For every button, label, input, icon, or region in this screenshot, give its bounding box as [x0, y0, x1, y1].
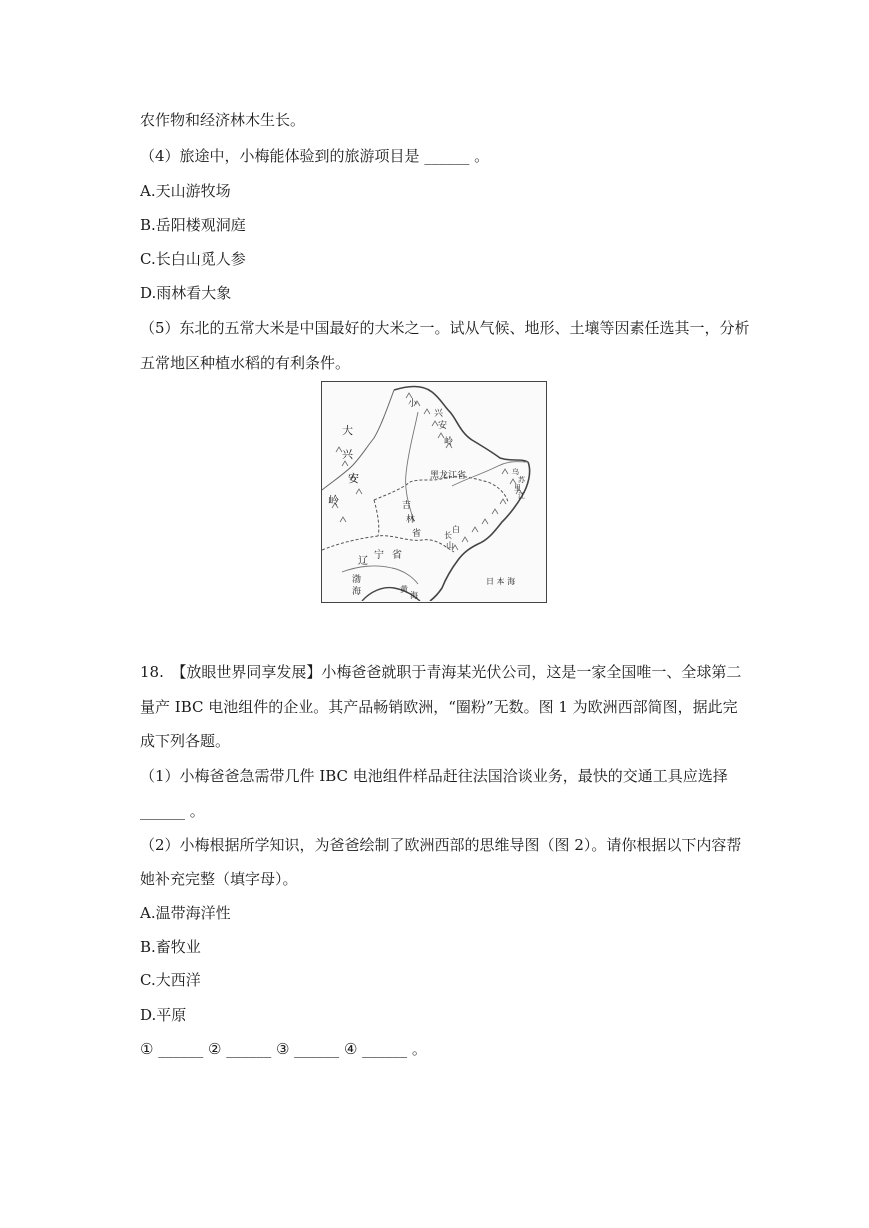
svg-text:白: 白 — [452, 525, 460, 534]
svg-text:省: 省 — [392, 550, 402, 561]
text-line: 农作物和经济林木生长。 — [140, 111, 306, 129]
map-label-daxinganling: 大 — [342, 424, 353, 437]
svg-text:兴: 兴 — [434, 409, 444, 419]
answer-blanks: ① ______ ② ______ ③ ______ ④ ______ 。 — [140, 1040, 427, 1058]
option-d: D.雨林看大象 — [140, 284, 232, 302]
svg-text:里: 里 — [514, 484, 521, 492]
svg-text:苏: 苏 — [518, 476, 525, 484]
map-label-bohai: 渤 — [352, 575, 362, 585]
svg-text:海: 海 — [352, 587, 362, 597]
question-18-2-line2: 她补充完整（填字母）。 — [140, 870, 298, 888]
question-18-1-line2: ______ 。 — [140, 802, 205, 820]
map-label-huanghai: 黄 — [400, 585, 408, 594]
option-b: B.岳阳楼观洞庭 — [140, 216, 246, 234]
map-label-jilin: 吉 — [402, 501, 412, 511]
map-label-xiaoxinganling: 小 — [408, 399, 418, 409]
question-5-line1: （5）东北的五常大米是中国最好的大米之一。试从气候、地形、土壤等因素任选其一，分析 — [140, 319, 750, 337]
question-18-1-line1: （1）小梅爸爸急需带几件 IBC 电池组件样品赶往法国洽谈业务，最快的交通工具应选择 — [140, 767, 728, 785]
option-c: C.大西洋 — [140, 971, 201, 989]
svg-text:宁: 宁 — [374, 550, 384, 561]
question-18-line2: 量产 IBC 电池组件的企业。其产品畅销欧洲，“圈粉”无数。图 1 为欧洲西部简图，据此完 — [140, 698, 738, 716]
question-5-line2: 五常地区种植水稻的有利条件。 — [140, 354, 351, 372]
option-c: C.长白山觅人参 — [140, 250, 246, 268]
northeast-china-map — [321, 381, 547, 603]
option-d: D.平原 — [140, 1006, 187, 1024]
question-18-2-line1: （2）小梅根据所学知识，为爸爸绘制了欧洲西部的思维导图（图 2）。请你根据以下内容帮 — [140, 836, 742, 854]
svg-text:安: 安 — [438, 421, 448, 431]
map-label-heilongjiang: 黑龙江省 — [430, 471, 467, 481]
map-label-riben-sea: 日 本 海 — [486, 577, 516, 586]
svg-text:山: 山 — [446, 541, 454, 550]
svg-text:江: 江 — [518, 492, 525, 500]
option-a: A.天山游牧场 — [140, 182, 231, 200]
svg-text:林: 林 — [406, 515, 416, 525]
option-b: B.畜牧业 — [140, 938, 201, 956]
question-18-line3: 成下列各题。 — [140, 732, 231, 750]
option-a: A.温带海洋性 — [140, 904, 231, 922]
svg-text:安: 安 — [348, 472, 359, 485]
map-label-changbaishan: 长 — [444, 531, 452, 540]
svg-text:兴: 兴 — [342, 448, 353, 461]
map-label-wusulijiang: 乌 — [512, 468, 519, 476]
question-18-line1: 18. 【放眼世界同享发展】小梅爸爸就职于青海某光伏公司，这是一家全国唯一、全球第二 — [140, 663, 742, 681]
svg-text:省: 省 — [412, 529, 422, 539]
question-4: （4）旅途中，小梅能体验到的旅游项目是 ______ 。 — [140, 147, 490, 165]
svg-text:岭: 岭 — [444, 437, 454, 447]
svg-text:岭: 岭 — [328, 494, 339, 507]
svg-text:海: 海 — [410, 591, 418, 600]
map-label-liaoning: 辽 — [358, 556, 368, 567]
